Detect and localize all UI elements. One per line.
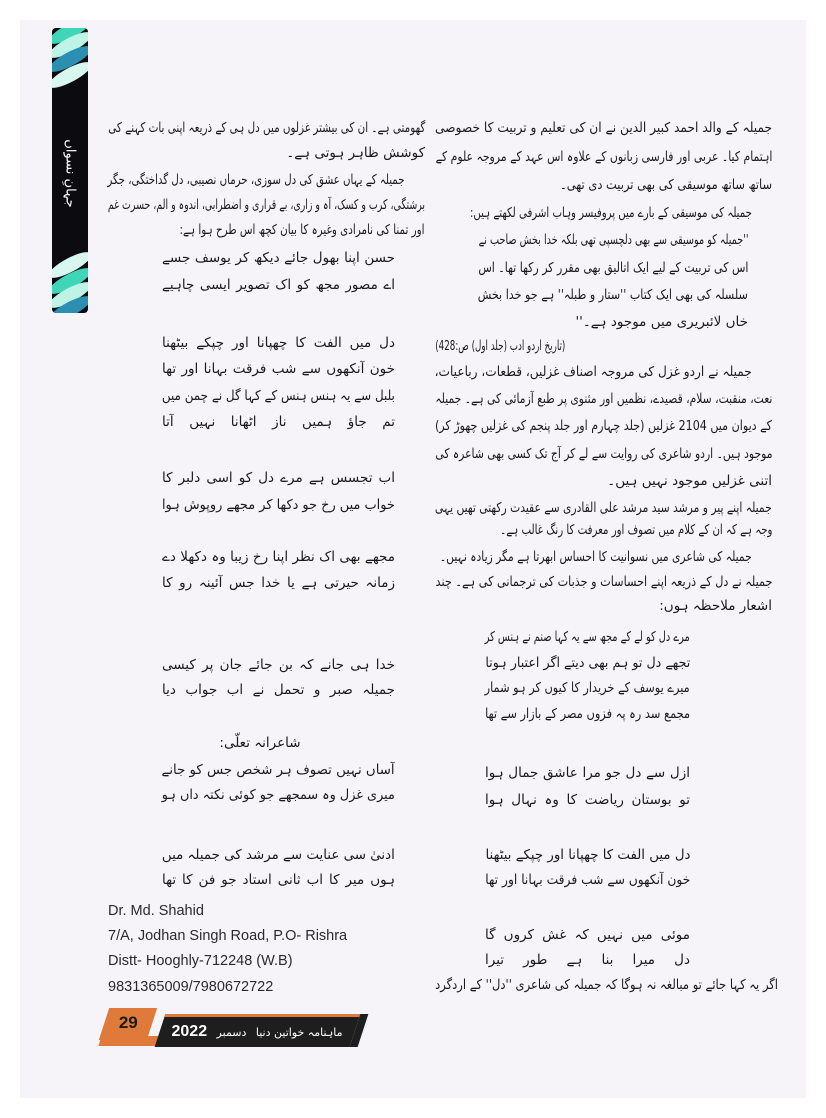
paragraph-line: اہتمام کیا۔ عربی اور فارسی زبانوں کے علاوہ اس عہد کے مروجہ علوم کے <box>435 149 772 165</box>
paragraph-line: ساتھ ساتھ موسیقی کی بھی تربیت دی تھی۔ <box>559 177 772 193</box>
verse-line: دل میں الفت کا چھپانا اور چپکے بیٹھنا <box>162 335 395 351</box>
verse-line: تو بوستان ریاضت کا وہ نہال ہوا <box>485 792 690 808</box>
section-sidebar-strip <box>52 28 88 313</box>
footer-year: 2022 <box>171 1023 208 1040</box>
verse-line: اے مصور مجھ کو اک تصویر ایسی چاہیے <box>162 277 395 293</box>
verse-line: ہوں میر کا اب ثانی استاد جو فن کا تھا <box>162 872 395 888</box>
verse-line: میری غزل وہ سمجھے جو کوئی نکتہ داں ہو <box>161 787 395 803</box>
paragraph-line: وجہ ہے کہ ان کے کلام میں تصوف اور معرفت کا رنگ غالب ہے۔ <box>499 522 772 538</box>
page-number: 29 <box>118 1013 138 1032</box>
verse-line: خدا ہی جانے کہ بن جائے جان پر کیسی <box>162 657 395 673</box>
verse-line: مرے دل کو لے کے مجھ سے یہ کہا صنم نے ہنس کر <box>485 629 690 645</box>
author-address-line2: Distt- Hooghly-712248 (W.B) <box>108 953 293 969</box>
verse-line: دل میرا بنا ہے طور تیرا <box>485 952 690 968</box>
verse-line: تجھے دل تو ہم بھی دیتے اگر اعتبار ہوتا <box>484 655 690 671</box>
paragraph-line: کے دیوان میں 2104 غزلیں (جلد چہارم اور جلد پنجم کی غزلیں چھوڑ کر) <box>435 418 772 434</box>
paragraph-line: گھومتی ہے۔ ان کی بیشتر غزلوں میں دل ہی کے ذریعہ اپنی بات کہنے کی <box>108 120 425 136</box>
paragraph-line: جمیلہ کی شاعری میں نسوانیت کا احساس ابھرتا ہے مگر زیادہ نہیں۔ <box>440 549 752 565</box>
footer-magazine-name: ماہنامہ خواتین دنیا <box>255 1025 343 1039</box>
verse-line: مجھے بھی اک نظر اپنا رخ زیبا وہ دکھلا دے <box>162 549 395 565</box>
paragraph-line: جمیلہ کے والد احمد کبیر الدین نے ان کی تعلیم و تربیت کا خصوصی <box>434 120 772 136</box>
verse-line: اب تجسس ہے مرے دل کو اسی دلبر کا <box>162 470 395 486</box>
paragraph-line: اگر یہ کہا جائے تو مبالغہ نہ ہوگا کہ جمیلہ کی شاعری ''دل'' کے اردگرد <box>435 977 778 993</box>
paragraph-line: (تاریخ اردو ادب (جلد اول) ص:428) <box>434 338 565 354</box>
paragraph-line: اتنی غزلیں موجود نہیں ہیں۔ <box>607 473 772 489</box>
verse-line: خون آنکھوں سے شب فرقت بہانا اور تھا <box>162 361 395 377</box>
footer-masthead <box>155 1014 361 1047</box>
author-phone: 9831365009/7980672722 <box>108 979 274 995</box>
paragraph-line: جمیلہ نے دل کے ذریعہ اپنے احساسات و جذبات کی ترجمانی کی ہے۔ چند <box>435 574 772 590</box>
verse-line: ازل سے دل جو مرا عاشق جمال ہوا <box>485 765 690 781</box>
paragraph-line: موجود ہیں۔ اردو شاعری کی روایت سے لے کر آج تک کسی بھی شاعرہ کی <box>434 446 772 462</box>
page-number-badge <box>99 1008 157 1040</box>
paragraph-line: اشعار ملاحظہ ہوں: <box>659 598 772 614</box>
verse-line: ادنیٰ سی عنایت سے مرشد کی جمیلہ میں <box>162 847 395 863</box>
verse-line: دل میں الفت کا چھپانا اور چپکے بیٹھنا <box>485 847 690 863</box>
paragraph-line: نعت، منقبت، سلام، قصیدے، نظمیں اور مثنوی پر طبع آزمائی کی ہے۔ جمیلہ <box>434 391 772 407</box>
verse-line: بلبل سے یہ ہنس ہنس کے کہا گل نے چمن میں <box>162 388 395 404</box>
verse-line: تم جاؤ ہمیں ناز اٹھانا نہیں آتا <box>162 414 395 430</box>
verse-line: میرے یوسف کے خریدار کا کیوں کر ہو شمار <box>484 680 690 696</box>
paragraph-line: اس کی تربیت کے لیے ایک اتالیق بھی مقرر کر رکھا تھا۔ اس <box>477 260 748 276</box>
verse-line: مجمع سد رہ پہ فزوں مصر کے بازار سے تھا <box>485 706 690 722</box>
paragraph-line: سلسلہ کی بھی ایک کتاب ''ستار و طبلہ'' ہے جو خدا بخش <box>477 287 748 303</box>
author-name: Dr. Md. Shahid <box>108 903 204 919</box>
section-title <box>52 128 88 218</box>
paragraph-line: جمیلہ اپنے پیر و مرشد سید مرشد علی القادری سے عقیدت رکھتی تھیں یہی <box>435 500 772 516</box>
verse-line: موئی میں نہیں کہ غش کروں گا <box>485 927 690 943</box>
verse-line: خون آنکھوں سے شب فرقت بہانا اور تھا <box>484 872 690 888</box>
verse-line: جمیلہ صبر و تحمل نے اب جواب دیا <box>162 682 395 698</box>
paragraph-line: اور تمنا کی نامرادی وغیرہ کا بیان کچھ اس طرح ہوا ہے: <box>179 222 425 238</box>
paragraph-line: کوشش ظاہر ہوتی ہے۔ <box>286 145 425 161</box>
author-address-line1: 7/A, Jodhan Singh Road, P.O- Rishra <box>108 928 348 944</box>
section-title-text: جہانِ نسواں <box>62 138 78 208</box>
paragraph-line: جمیلہ نے اردو غزل کی مروجہ اصناف غزلیں، قطعات، رباعیات، <box>434 364 752 380</box>
verse-line: خواب میں رخ جو دکھا کر مجھے روپوش ہوا <box>162 497 395 513</box>
paragraph-line: خاں لائبریری میں موجود ہے۔'' <box>575 314 748 330</box>
paragraph-line: جمیلہ کی موسیقی کے بارے میں پروفیسر وہاب اشرفی لکھتے ہیں: <box>470 205 752 221</box>
footer-month: دسمبر <box>216 1025 247 1039</box>
verse-line: حسن اپنا بھول جائے دیکھ کر یوسف جسے <box>162 250 395 266</box>
paragraph-line: جمیلہ کے یہاں عشق کی دل سوزی، حرماں نصیبی، دل گداختگی، جگر <box>107 172 405 188</box>
paragraph-line: برشتگی، کرب و کسک، آہ و زاری، بے قراری و اضطرابی، اندوہ و الم، حسرت غم <box>107 197 425 213</box>
subheading: شاعرانہ تعلّی: <box>219 735 301 751</box>
verse-line: آساں نہیں تصوف ہر شخص جس کو جانے <box>161 762 395 778</box>
verse-line: زمانہ حیرتی ہے یا خدا جس آئینہ رو کا <box>162 575 395 591</box>
paragraph-line: ''جمیلہ کو موسیقی سے بھی دلچسپی تھی بلکہ خدا بخش صاحب نے <box>478 232 748 248</box>
